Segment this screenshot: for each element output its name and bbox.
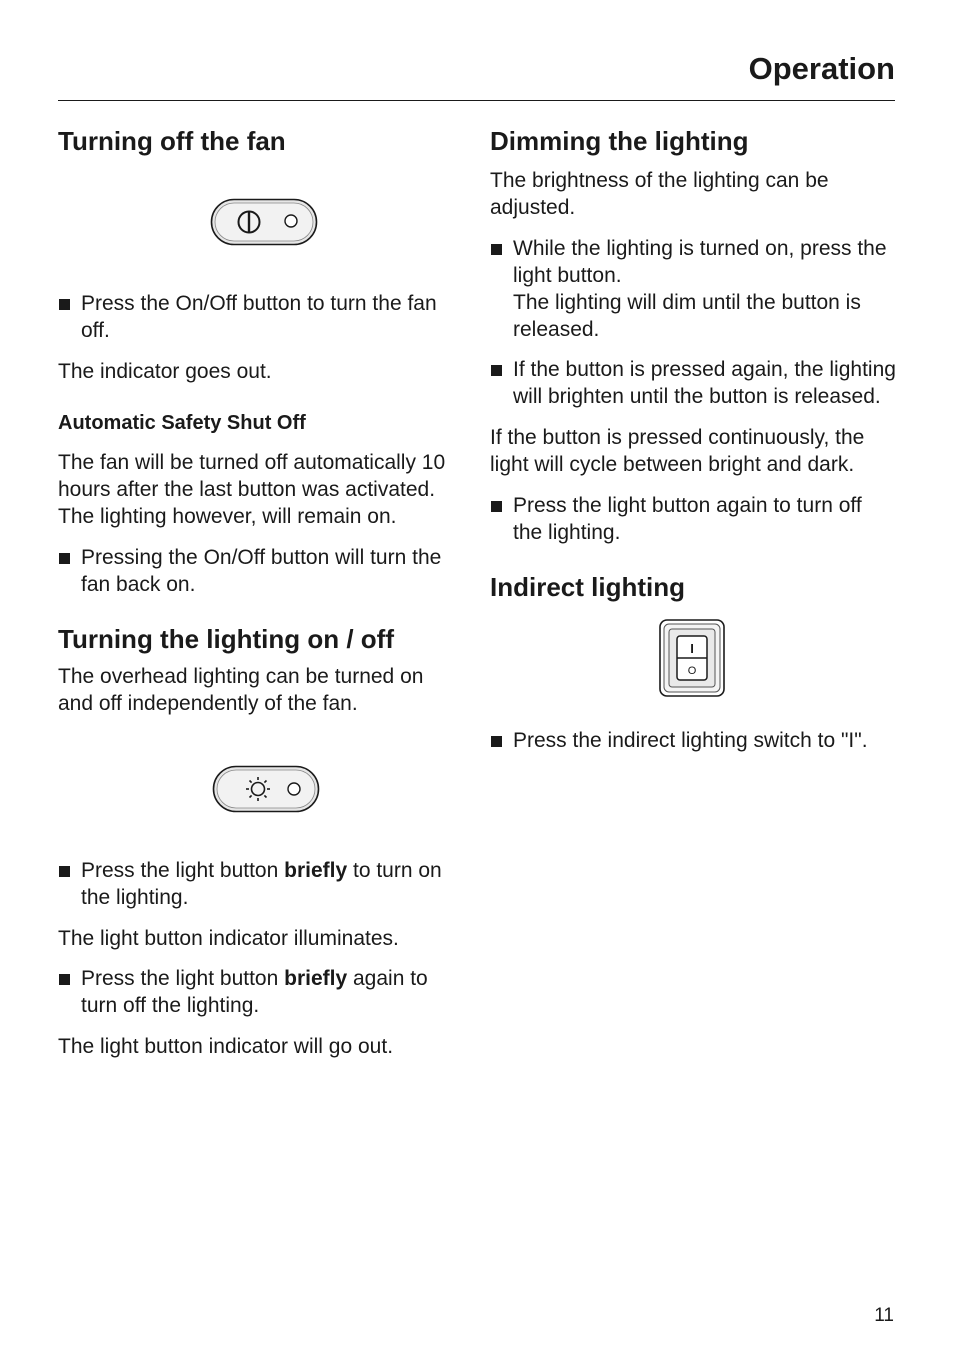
safety-bullet: Pressing the On/Off button will turn the fan back on. bbox=[58, 544, 463, 598]
lighting-paragraph: The overhead lighting can be turned on and off independently of the fan. bbox=[58, 664, 424, 715]
dimming-bullet-2: If the button is pressed again, the lighting will brighten until the button is released. bbox=[490, 356, 896, 410]
page-number: 11 bbox=[874, 1305, 894, 1326]
light-off-bullet: Press the light button briefly again to turn off the lighting. bbox=[58, 965, 463, 1019]
switch-off-mark: O bbox=[687, 664, 697, 677]
dimming-heading: Dimming the lighting bbox=[490, 126, 749, 156]
light-on-bullet: Press the light button briefly to turn on the lighting. bbox=[58, 857, 463, 911]
dimming-bullet-3: Press the light button again to turn off the lighting. bbox=[490, 492, 896, 546]
safety-heading: Automatic Safety Shut Off bbox=[58, 411, 306, 434]
indicator-light-icon bbox=[285, 215, 297, 227]
page-title: Operation bbox=[748, 51, 895, 86]
indicator-light-icon bbox=[288, 783, 300, 795]
light-off-note: The light button indicator will go out. bbox=[58, 1034, 394, 1058]
rocker-switch-illustration bbox=[659, 619, 727, 699]
right-column bbox=[490, 122, 896, 754]
switch-on-mark: I bbox=[690, 640, 694, 656]
dimming-bullet-1: While the lighting is turned on, press the light button. The lighting will dim until the button is released. bbox=[490, 235, 896, 343]
light-button-illustration bbox=[212, 765, 322, 815]
emphasis-briefly: briefly bbox=[284, 858, 348, 882]
left-column bbox=[58, 122, 463, 1060]
fan-off-heading: Turning off the fan bbox=[58, 126, 286, 156]
emphasis-briefly: briefly bbox=[284, 966, 348, 990]
indirect-bullet: Press the indirect lighting switch to "I". bbox=[490, 727, 896, 754]
fan-off-bullet: Press the On/Off button to turn the fan off. bbox=[58, 290, 463, 344]
dimming-paragraph: The brightness of the lighting can be adjusted. bbox=[490, 168, 829, 219]
light-on-note: The light button indicator illuminates. bbox=[58, 926, 399, 950]
indirect-heading: Indirect lighting bbox=[490, 571, 685, 602]
header-rule bbox=[58, 100, 895, 101]
fan-off-note: The indicator goes out. bbox=[58, 359, 272, 383]
dimming-paragraph-2: If the button is pressed continuously, the light will cycle between bright and dark. bbox=[490, 425, 865, 476]
safety-paragraph: The fan will be turned off automatically 10 hours after the last button was activated. The lighting however, will remain on. bbox=[58, 450, 446, 528]
on-off-button-illustration bbox=[210, 198, 320, 248]
lighting-heading: Turning the lighting on / off bbox=[58, 623, 394, 654]
